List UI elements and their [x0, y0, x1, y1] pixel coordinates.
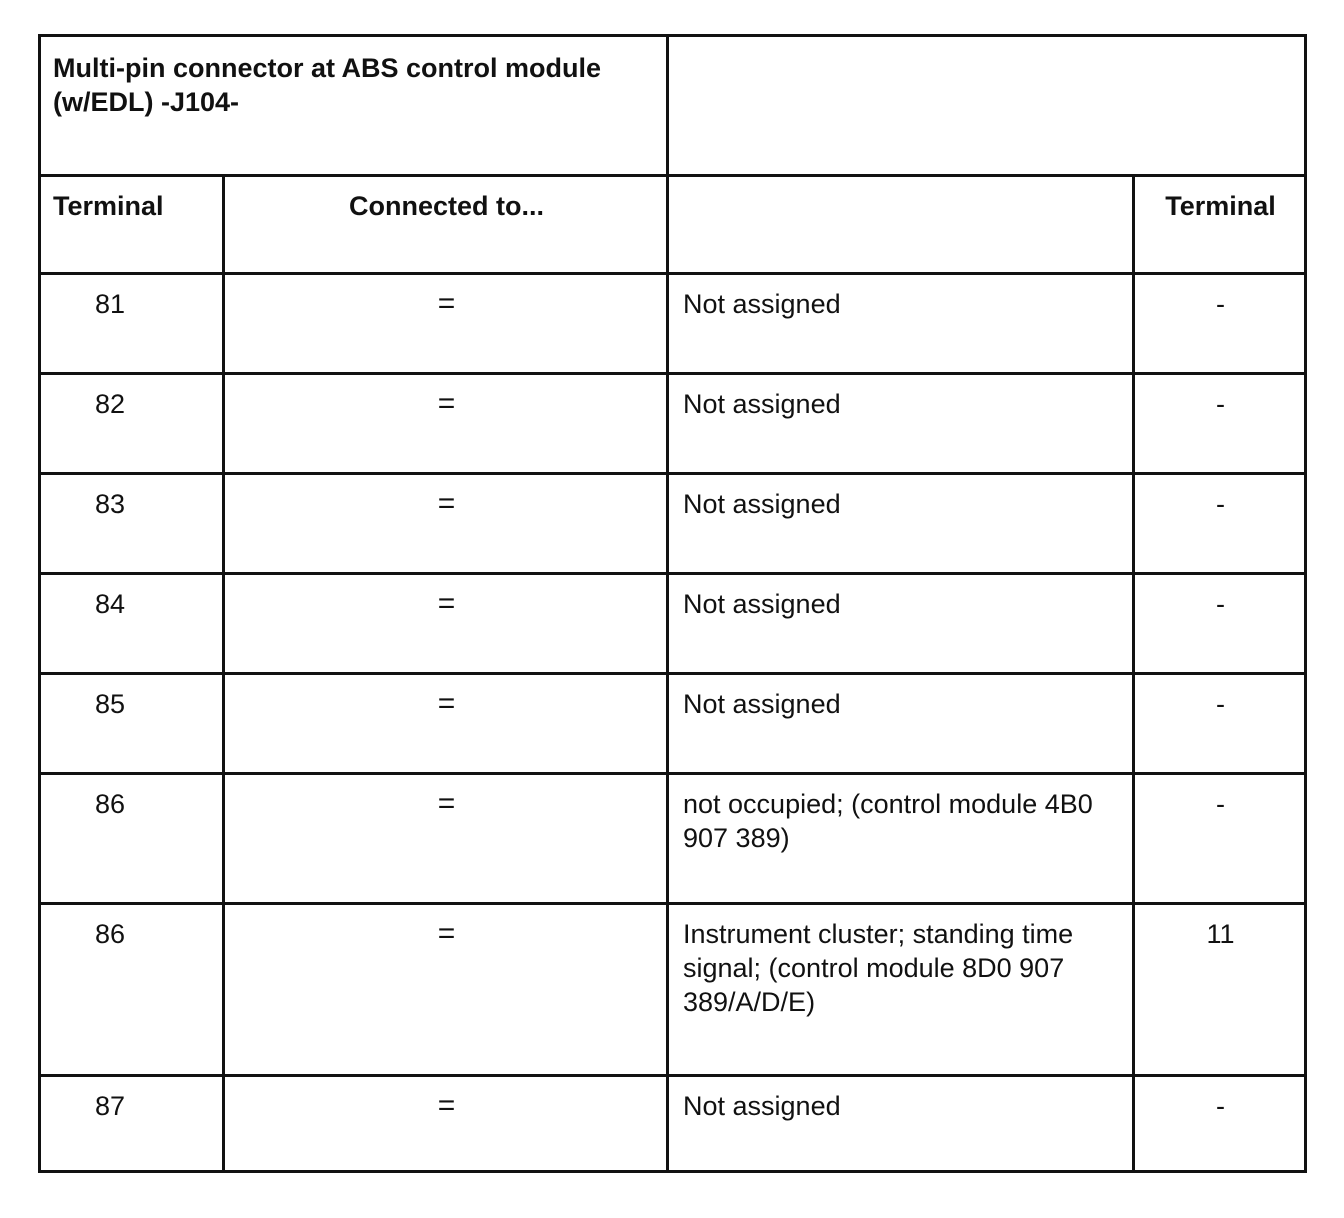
connector-symbol-cell: =: [224, 274, 668, 374]
terminal-cell: 85: [40, 674, 224, 774]
target-terminal-cell: -: [1134, 374, 1306, 474]
connector-symbol-cell: =: [224, 774, 668, 904]
terminal-cell: 86: [40, 904, 224, 1076]
table-row: [40, 1076, 1306, 1172]
pinout-table: [38, 34, 1307, 1173]
connector-pinout-document: [38, 34, 1304, 1173]
terminal-cell: 81: [40, 274, 224, 374]
table-row: [40, 774, 1306, 904]
header-terminal: Terminal: [40, 176, 224, 274]
target-terminal-cell: -: [1134, 1076, 1306, 1172]
description-cell: Not assigned: [668, 674, 1134, 774]
terminal-cell: 87: [40, 1076, 224, 1172]
terminal-cell: 84: [40, 574, 224, 674]
header-description: [668, 176, 1134, 274]
description-cell: Not assigned: [668, 374, 1134, 474]
title-row: [40, 36, 1306, 176]
description-cell: Not assigned: [668, 274, 1134, 374]
target-terminal-cell: -: [1134, 274, 1306, 374]
table-row: [40, 904, 1306, 1076]
connector-symbol-cell: =: [224, 904, 668, 1076]
table-row: [40, 674, 1306, 774]
target-terminal-cell: -: [1134, 574, 1306, 674]
description-cell: Not assigned: [668, 1076, 1134, 1172]
description-cell: not occupied; (control module 4B0 907 389): [668, 774, 1134, 904]
header-target-terminal: Terminal: [1134, 176, 1306, 274]
table-row: [40, 474, 1306, 574]
description-cell: Not assigned: [668, 474, 1134, 574]
connector-symbol-cell: =: [224, 474, 668, 574]
table-row: [40, 274, 1306, 374]
target-terminal-cell: -: [1134, 474, 1306, 574]
connector-symbol-cell: =: [224, 574, 668, 674]
description-cell: Instrument cluster; standing time signal; (control module 8D0 907 389/A/D/E): [668, 904, 1134, 1076]
target-terminal-cell: -: [1134, 774, 1306, 904]
connector-symbol-cell: =: [224, 674, 668, 774]
connector-symbol-cell: =: [224, 1076, 668, 1172]
terminal-cell: 83: [40, 474, 224, 574]
header-connected-to: Connected to...: [224, 176, 668, 274]
header-row: [40, 176, 1306, 274]
title-blank-cell: [668, 36, 1306, 176]
target-terminal-cell: -: [1134, 674, 1306, 774]
table-row: [40, 374, 1306, 474]
table-title: Multi-pin connector at ABS control module (w/EDL) -J104-: [40, 36, 668, 176]
target-terminal-cell: 11: [1134, 904, 1306, 1076]
terminal-cell: 86: [40, 774, 224, 904]
table-row: [40, 574, 1306, 674]
terminal-cell: 82: [40, 374, 224, 474]
description-cell: Not assigned: [668, 574, 1134, 674]
connector-symbol-cell: =: [224, 374, 668, 474]
